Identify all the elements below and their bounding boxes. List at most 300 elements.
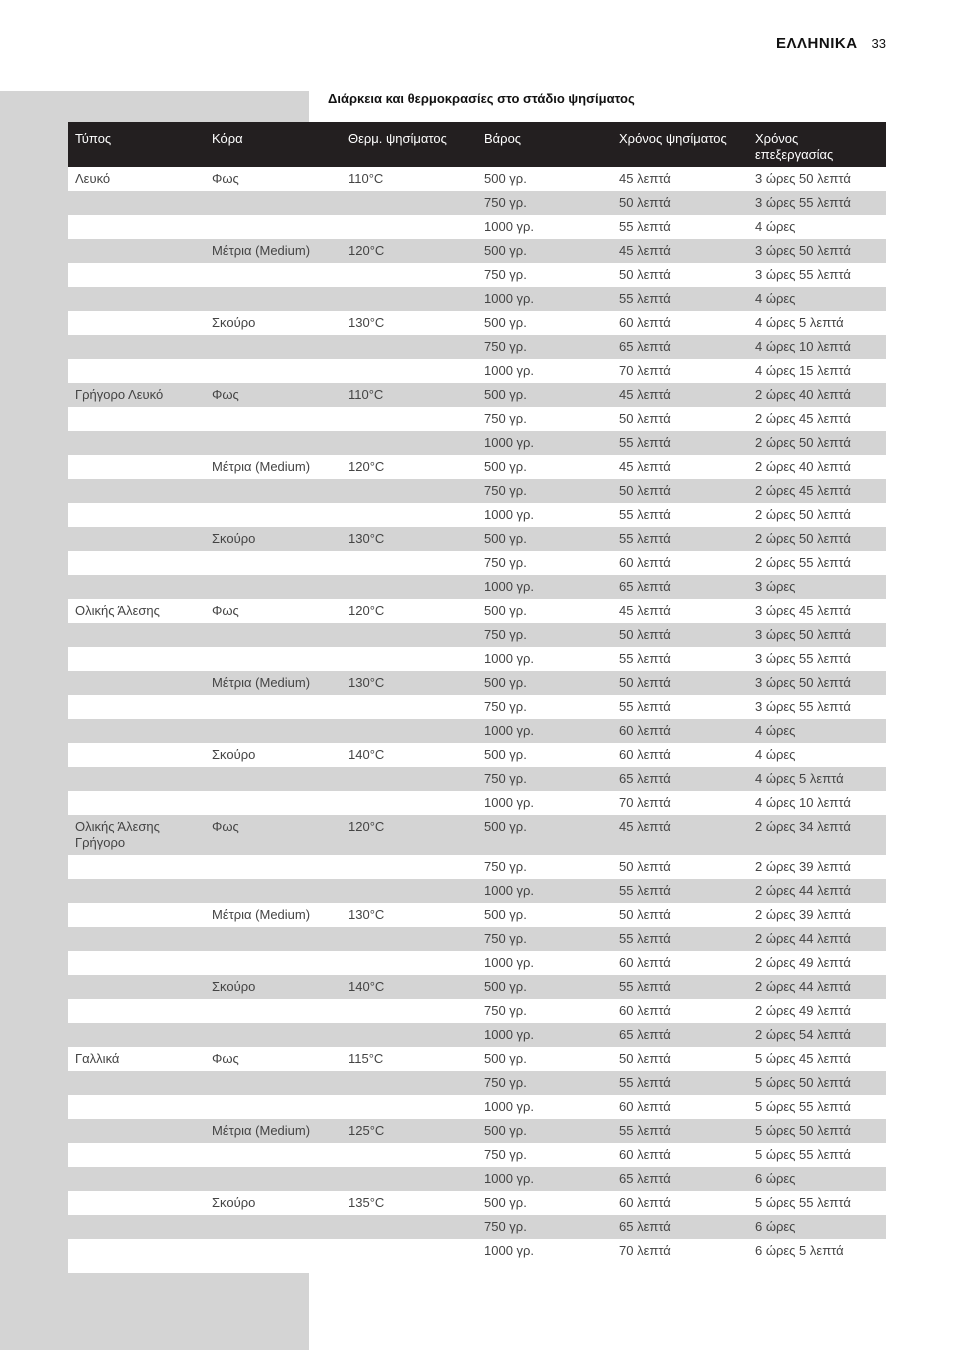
table-cell: 1000 γρ. [477, 287, 612, 311]
table-cell: 5 ώρες 50 λεπτά [748, 1071, 886, 1095]
table-cell: 130°C [348, 907, 385, 922]
table-row [68, 671, 886, 695]
table-cell [68, 527, 205, 551]
baking-table [68, 122, 886, 1273]
table-cell: 60 λεπτά [619, 555, 671, 570]
table-row [68, 1143, 886, 1167]
table-cell: 60 λεπτά [619, 747, 671, 762]
table-cell: 110°C [341, 383, 477, 407]
table-cell: 500 γρ. [484, 459, 527, 474]
table-row [68, 359, 886, 383]
table-cell [205, 407, 341, 431]
table-cell [68, 1215, 205, 1239]
table-cell: 55 λεπτά [612, 431, 748, 455]
table-cell [205, 1023, 341, 1047]
table-cell: 140°C [348, 747, 385, 762]
table-cell: 55 λεπτά [612, 1071, 748, 1095]
table-cell [341, 1239, 477, 1263]
table-cell: 2 ώρες 39 λεπτά [755, 907, 851, 922]
table-cell: Λευκό [75, 171, 111, 186]
table-cell: 500 γρ. [484, 1051, 527, 1066]
table-cell: Σκούρο [212, 1195, 256, 1210]
table-row [68, 743, 886, 767]
table-cell [341, 855, 477, 879]
table-row [68, 551, 886, 575]
table-cell: 65 λεπτά [612, 767, 748, 791]
table-row [68, 719, 886, 743]
table-cell [205, 479, 341, 503]
table-cell: 55 λεπτά [619, 507, 671, 522]
table-cell: 500 γρ. [477, 239, 612, 263]
table-cell: Φως [212, 1051, 239, 1066]
table-cell [68, 335, 205, 359]
table-cell [341, 191, 477, 215]
language-label: ΕΛΛΗΝΙΚΑ [776, 34, 858, 52]
table-row [68, 1215, 886, 1239]
table-cell: 500 γρ. [484, 171, 527, 186]
table-cell [68, 879, 205, 903]
table-cell [341, 1023, 477, 1047]
table-row [68, 647, 886, 671]
table-cell: 130°C [348, 315, 385, 330]
table-cell: 55 λεπτά [619, 651, 671, 666]
table-cell [68, 623, 205, 647]
table-cell [341, 407, 477, 431]
column-header: Θερμ. ψησίματος [341, 122, 477, 167]
table-cell: 135°C [348, 1195, 385, 1210]
table-cell [205, 263, 341, 287]
table-cell: Ολικής Άλεσης Γρήγορο [68, 815, 205, 855]
table-cell [341, 551, 477, 575]
table-cell: 55 λεπτά [612, 287, 748, 311]
table-cell [205, 551, 341, 575]
table-cell: 2 ώρες 49 λεπτά [755, 1003, 851, 1018]
table-row [68, 695, 886, 719]
table-cell: 65 λεπτά [612, 1215, 748, 1239]
table-cell: 500 γρ. [477, 975, 612, 999]
table-cell: Μέτρια (Medium) [205, 671, 341, 695]
table-cell [68, 263, 205, 287]
table-cell [68, 767, 205, 791]
table-row [68, 975, 886, 999]
table-cell: 45 λεπτά [619, 459, 671, 474]
table-cell [68, 1095, 205, 1119]
section-title: Διάρκεια και θερμοκρασίες στο στάδιο ψησίματος [328, 91, 635, 106]
table-cell: 4 ώρες 10 λεπτά [748, 335, 886, 359]
table-cell: 55 λεπτά [612, 927, 748, 951]
table-cell: 50 λεπτά [619, 411, 671, 426]
table-cell [205, 359, 341, 383]
table-cell: 750 γρ. [477, 767, 612, 791]
table-cell [205, 503, 341, 527]
table-cell [68, 1167, 205, 1191]
table-cell: 3 ώρες 55 λεπτά [748, 191, 886, 215]
table-cell [68, 287, 205, 311]
table-cell: 750 γρ. [477, 479, 612, 503]
table-cell [341, 359, 477, 383]
column-header: Τύπος [68, 122, 205, 167]
table-cell: 70 λεπτά [619, 795, 671, 810]
table-cell [68, 1023, 205, 1047]
table-row [68, 455, 886, 479]
table-cell: 750 γρ. [477, 623, 612, 647]
table-cell [205, 791, 341, 815]
table-row [68, 927, 886, 951]
page-header [776, 34, 886, 52]
table-cell: 2 ώρες 50 λεπτά [755, 507, 851, 522]
table-cell: 120°C [341, 239, 477, 263]
table-cell: 65 λεπτά [612, 575, 748, 599]
table-cell [68, 719, 205, 743]
table-cell [341, 1215, 477, 1239]
table-row [68, 767, 886, 791]
table-row [68, 1191, 886, 1215]
table-row [68, 383, 886, 407]
table-cell: 1000 γρ. [477, 1167, 612, 1191]
table-bottom-padding [68, 1263, 886, 1273]
table-cell: 1000 γρ. [484, 219, 535, 234]
table-cell: 5 ώρες 45 λεπτά [755, 1051, 851, 1066]
table-cell: 2 ώρες 50 λεπτά [748, 527, 886, 551]
table-cell: 125°C [341, 1119, 477, 1143]
table-cell: 4 ώρες [748, 287, 886, 311]
table-cell: 1000 γρ. [484, 795, 535, 810]
table-cell [68, 479, 205, 503]
table-cell: Μέτρια (Medium) [205, 239, 341, 263]
table-cell: 130°C [341, 527, 477, 551]
table-cell: 2 ώρες 44 λεπτά [748, 975, 886, 999]
table-cell [341, 1095, 477, 1119]
table-cell: Μέτρια (Medium) [212, 459, 311, 474]
table-row [68, 215, 886, 239]
table-cell [205, 855, 341, 879]
table-cell: 65 λεπτά [612, 1023, 748, 1047]
table-cell: 4 ώρες 5 λεπτά [748, 767, 886, 791]
table-cell [68, 311, 205, 335]
table-cell [341, 263, 477, 287]
table-row [68, 527, 886, 551]
table-cell: 5 ώρες 50 λεπτά [748, 1119, 886, 1143]
table-cell: 500 γρ. [484, 603, 527, 618]
table-cell [205, 1143, 341, 1167]
table-cell: 1000 γρ. [484, 507, 535, 522]
table-row [68, 1071, 886, 1095]
table-cell: 500 γρ. [477, 1119, 612, 1143]
table-cell [341, 623, 477, 647]
table-cell: Σκούρο [212, 315, 256, 330]
table-cell: 750 γρ. [477, 191, 612, 215]
table-cell: 1000 γρ. [484, 1099, 535, 1114]
table-cell [205, 287, 341, 311]
table-cell: 50 λεπτά [619, 859, 671, 874]
table-cell: 55 λεπτά [619, 219, 671, 234]
table-cell [68, 239, 205, 263]
table-cell [341, 431, 477, 455]
table-cell [68, 975, 205, 999]
table-cell: 500 γρ. [477, 527, 612, 551]
table-cell: 4 ώρες 10 λεπτά [755, 795, 851, 810]
table-cell: Μέτρια (Medium) [212, 907, 311, 922]
table-cell [341, 1167, 477, 1191]
table-cell: 45 λεπτά [619, 603, 671, 618]
table-cell: 500 γρ. [484, 747, 527, 762]
table-cell [341, 927, 477, 951]
table-cell: 45 λεπτά [612, 239, 748, 263]
table-cell: 1000 γρ. [484, 1243, 535, 1258]
table-cell: 750 γρ. [484, 699, 527, 714]
table-cell [68, 503, 205, 527]
table-row [68, 479, 886, 503]
table-row [68, 999, 886, 1023]
table-cell: 1000 γρ. [477, 431, 612, 455]
table-cell [341, 879, 477, 903]
table-cell: Γρήγορο Λευκό [68, 383, 205, 407]
table-cell: 5 ώρες 55 λεπτά [755, 1195, 851, 1210]
table-cell: Σκούρο [205, 527, 341, 551]
table-row [68, 311, 886, 335]
table-cell: 500 γρ. [484, 315, 527, 330]
table-cell: 45 λεπτά [619, 171, 671, 186]
table-cell [68, 903, 205, 927]
table-cell [341, 335, 477, 359]
table-cell: 2 ώρες 54 λεπτά [748, 1023, 886, 1047]
table-cell: 70 λεπτά [619, 1243, 671, 1258]
table-row [68, 191, 886, 215]
table-row [68, 167, 886, 191]
column-header: Κόρα [205, 122, 341, 167]
table-cell: 500 γρ. [477, 815, 612, 855]
table-cell: 50 λεπτά [612, 623, 748, 647]
table-cell: 115°C [348, 1051, 384, 1066]
table-cell [205, 767, 341, 791]
table-cell: 50 λεπτά [619, 1051, 671, 1066]
table-cell: 5 ώρες 55 λεπτά [755, 1099, 851, 1114]
table-cell [68, 743, 205, 767]
table-row [68, 407, 886, 431]
table-row [68, 239, 886, 263]
table-cell [205, 927, 341, 951]
table-cell: 4 ώρες [755, 747, 796, 762]
table-cell: 3 ώρες 50 λεπτά [748, 239, 886, 263]
table-cell [68, 1071, 205, 1095]
table-body [68, 167, 886, 1263]
table-row [68, 815, 886, 855]
table-cell [205, 575, 341, 599]
table-cell: 70 λεπτά [619, 363, 671, 378]
table-cell: 1000 γρ. [477, 719, 612, 743]
table-row [68, 951, 886, 975]
table-cell [68, 1239, 205, 1263]
table-cell: 50 λεπτά [612, 479, 748, 503]
table-cell [341, 719, 477, 743]
table-row [68, 791, 886, 815]
table-cell: 2 ώρες 34 λεπτά [748, 815, 886, 855]
table-row [68, 903, 886, 927]
table-cell: 750 γρ. [484, 1147, 527, 1162]
column-header: Βάρος [477, 122, 612, 167]
table-cell: 50 λεπτά [612, 191, 748, 215]
table-cell: 1000 γρ. [484, 651, 535, 666]
table-cell: 750 γρ. [477, 927, 612, 951]
table-cell: 750 γρ. [484, 411, 527, 426]
table-cell: 500 γρ. [477, 383, 612, 407]
table-cell [205, 1167, 341, 1191]
table-cell: 3 ώρες 55 λεπτά [755, 267, 851, 282]
table-cell: 750 γρ. [477, 335, 612, 359]
table-cell: Φως [212, 171, 239, 186]
table-cell [205, 647, 341, 671]
table-cell: 110°C [348, 171, 384, 186]
table-cell [68, 927, 205, 951]
table-cell: 60 λεπτά [619, 1003, 671, 1018]
table-cell [68, 431, 205, 455]
table-row [68, 1119, 886, 1143]
table-cell [205, 431, 341, 455]
table-row [68, 855, 886, 879]
table-cell: 50 λεπτά [612, 671, 748, 695]
table-cell: 60 λεπτά [612, 719, 748, 743]
table-cell [341, 791, 477, 815]
table-cell: 2 ώρες 40 λεπτά [755, 459, 851, 474]
table-cell: 750 γρ. [477, 1071, 612, 1095]
table-row [68, 1167, 886, 1191]
table-cell: 500 γρ. [484, 907, 527, 922]
table-cell [68, 1143, 205, 1167]
table-cell: 2 ώρες 44 λεπτά [748, 879, 886, 903]
page-number: 33 [871, 35, 886, 51]
table-cell [205, 1071, 341, 1095]
table-cell [205, 695, 341, 719]
table-row [68, 263, 886, 287]
table-cell: 750 γρ. [484, 859, 527, 874]
table-cell: Φως [205, 815, 341, 855]
table-cell [341, 999, 477, 1023]
table-cell [68, 1119, 205, 1143]
table-cell: 750 γρ. [484, 555, 527, 570]
table-cell [68, 999, 205, 1023]
table-cell: 130°C [341, 671, 477, 695]
table-cell: 55 λεπτά [612, 1119, 748, 1143]
table-cell [341, 767, 477, 791]
table-cell: 65 λεπτά [612, 335, 748, 359]
table-cell [68, 551, 205, 575]
table-cell: Σκούρο [205, 975, 341, 999]
table-cell: 45 λεπτά [612, 383, 748, 407]
table-cell: 3 ώρες 55 λεπτά [755, 699, 851, 714]
column-header: Χρόνος ψησίματος [612, 122, 748, 167]
table-cell [205, 999, 341, 1023]
table-cell [205, 719, 341, 743]
table-cell: 60 λεπτά [619, 955, 671, 970]
table-cell [341, 1143, 477, 1167]
table-cell: 120°C [348, 459, 385, 474]
table-cell: Φως [205, 383, 341, 407]
table-cell: Σκούρο [212, 747, 256, 762]
table-cell [341, 647, 477, 671]
table-cell: 750 γρ. [484, 267, 527, 282]
table-cell: 3 ώρες 50 λεπτά [748, 671, 886, 695]
table-cell: 55 λεπτά [612, 879, 748, 903]
table-cell: 1000 γρ. [484, 363, 535, 378]
table-cell: 2 ώρες 50 λεπτά [748, 431, 886, 455]
table-header-row [68, 122, 886, 167]
table-cell: 50 λεπτά [619, 907, 671, 922]
table-cell [341, 575, 477, 599]
table-row [68, 503, 886, 527]
table-cell [68, 215, 205, 239]
table-cell [205, 1215, 341, 1239]
table-cell: 2 ώρες 39 λεπτά [755, 859, 851, 874]
table-cell: 4 ώρες 15 λεπτά [755, 363, 851, 378]
table-cell: 750 γρ. [484, 1003, 527, 1018]
table-row [68, 431, 886, 455]
table-cell [205, 215, 341, 239]
table-cell [68, 855, 205, 879]
table-cell [341, 503, 477, 527]
table-cell: 3 ώρες 50 λεπτά [748, 623, 886, 647]
table-cell: 3 ώρες 55 λεπτά [755, 651, 851, 666]
table-cell: 500 γρ. [484, 1195, 527, 1210]
table-cell [341, 695, 477, 719]
table-cell: Μέτρια (Medium) [205, 1119, 341, 1143]
table-cell: 500 γρ. [477, 671, 612, 695]
table-cell [68, 455, 205, 479]
table-cell: 2 ώρες 55 λεπτά [755, 555, 851, 570]
table-cell [68, 575, 205, 599]
table-cell: 5 ώρες 55 λεπτά [755, 1147, 851, 1162]
table-cell: 6 ώρες [748, 1167, 886, 1191]
table-cell: 1000 γρ. [477, 575, 612, 599]
table-cell: 2 ώρες 45 λεπτά [755, 411, 851, 426]
table-cell [341, 215, 477, 239]
table-cell: 2 ώρες 45 λεπτά [748, 479, 886, 503]
table-cell: Ολικής Άλεσης [75, 603, 160, 618]
table-cell [205, 1239, 341, 1263]
table-cell [341, 479, 477, 503]
table-cell [68, 791, 205, 815]
table-cell [341, 1071, 477, 1095]
table-cell: 1000 γρ. [484, 955, 535, 970]
table-row [68, 623, 886, 647]
table-cell [205, 951, 341, 975]
table-cell: 55 λεπτά [612, 527, 748, 551]
table-cell [205, 191, 341, 215]
table-row [68, 599, 886, 623]
table-cell: 4 ώρες [748, 719, 886, 743]
column-header: Χρόνος επεξεργασίας [748, 122, 886, 167]
table-cell: 60 λεπτά [619, 1147, 671, 1162]
table-row [68, 1023, 886, 1047]
table-cell: 1000 γρ. [477, 879, 612, 903]
table-cell [68, 407, 205, 431]
table-cell: 55 λεπτά [619, 699, 671, 714]
table-cell: 3 ώρες 50 λεπτά [755, 171, 851, 186]
table-cell: 60 λεπτά [619, 1099, 671, 1114]
table-cell [341, 951, 477, 975]
table-cell: Γαλλικά [75, 1051, 120, 1066]
table-cell: 6 ώρες 5 λεπτά [755, 1243, 844, 1258]
table-cell: 45 λεπτά [612, 815, 748, 855]
table-cell [68, 359, 205, 383]
table-cell [68, 671, 205, 695]
table-row [68, 879, 886, 903]
table-cell: Φως [212, 603, 239, 618]
table-cell: 50 λεπτά [619, 267, 671, 282]
table-cell: 2 ώρες 44 λεπτά [748, 927, 886, 951]
table-cell: 750 γρ. [477, 1215, 612, 1239]
table-row [68, 287, 886, 311]
table-cell: 4 ώρες [755, 219, 796, 234]
